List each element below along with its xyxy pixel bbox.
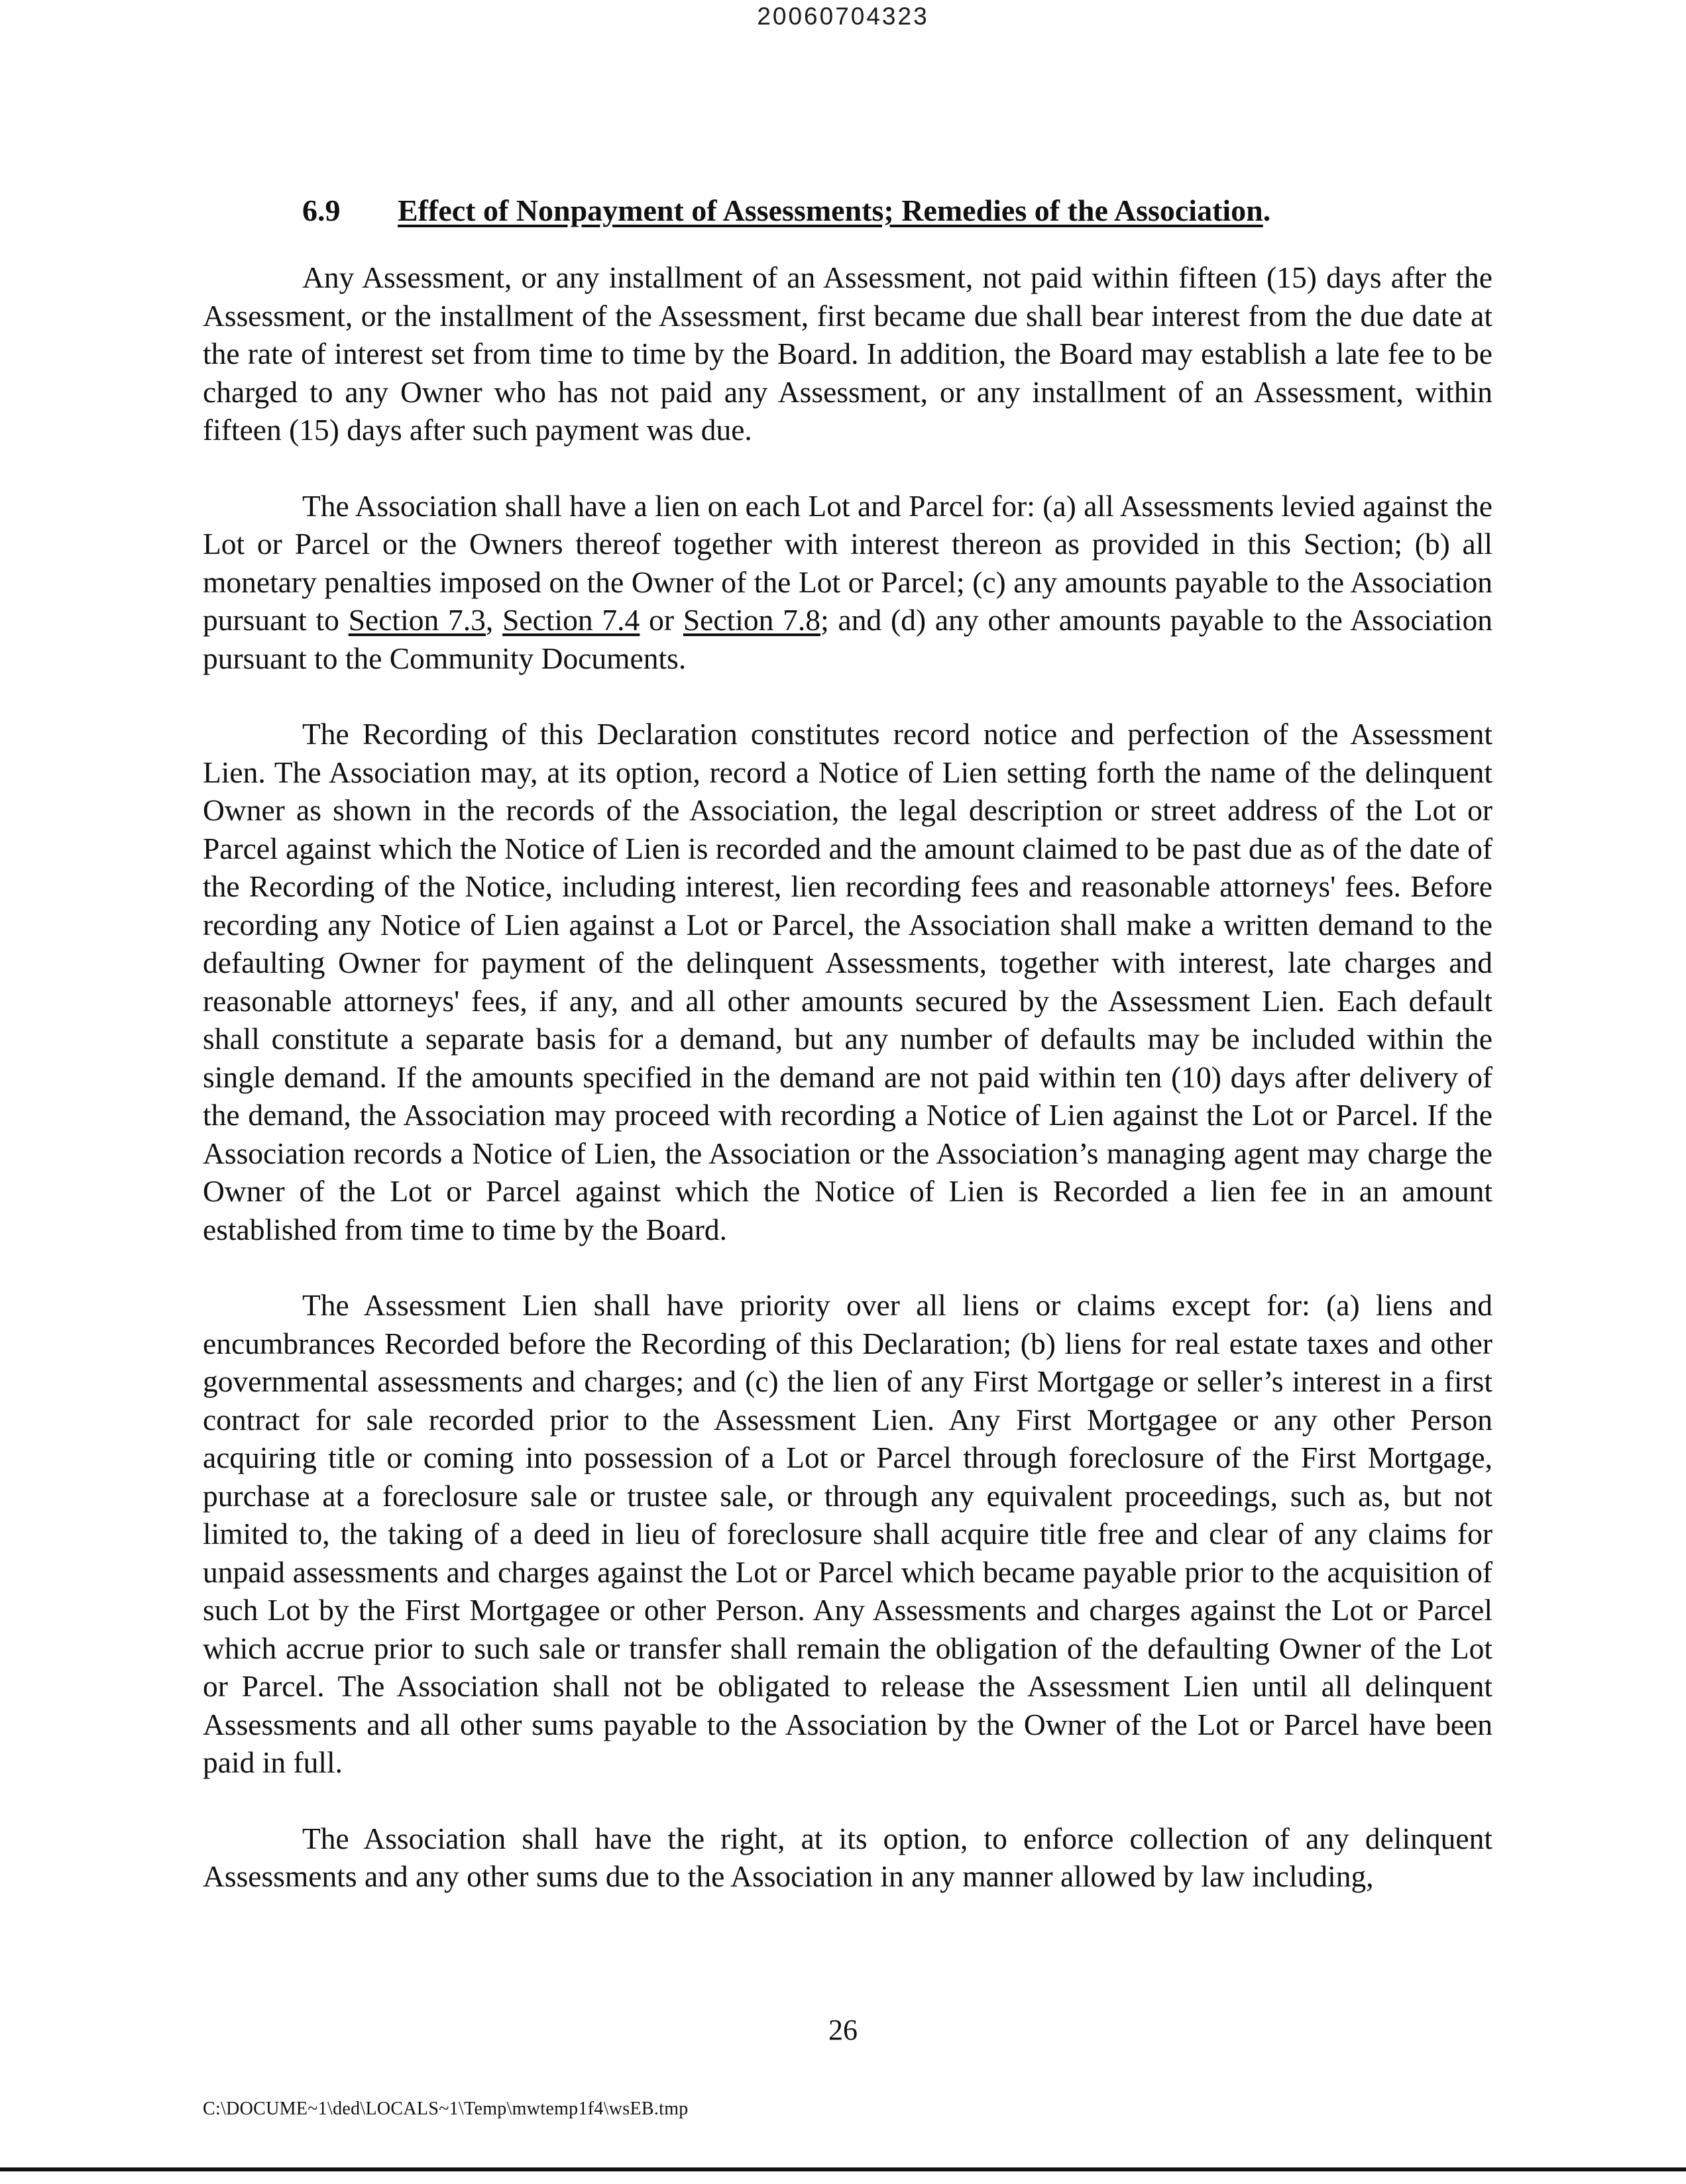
section-number: 6.9: [302, 193, 341, 227]
paragraph-notice-of-lien: The Recording of this Declaration constitutes record notice and perfection of the Assessment Lien. The Association may, at its option, record a Notice of Lien setting forth the name of the delinquent Owner as shown in the records of the Association, the legal description or street address of the Lot or Parcel against which the Notice of Lien is recorded and the amount claimed to be past due as of the date of the Recording of the Notice, including interest, lien recording fees and reasonable attorneys' fees. Before recording any Notice of Lien against a Lot or Parcel, the Association shall make a written demand to the defaulting Owner for payment of the delinquent Assessments, together with interest, late charges and reasonable attorneys' fees, if any, and all other amounts secured by the Assessment Lien. Each default shall constitute a separate basis for a demand, but any number of defaults may be included within the single demand. If the amounts specified in the demand are not paid within ten (10) days after delivery of the demand, the Association may proceed with recording a Notice of Lien against the Lot or Parcel. If the Association records a Notice of Lien, the Association or the Association’s managing agent may charge the Owner of the Lot or Parcel against which the Notice of Lien is Recorded a lien fee in an amount established from time to time by the Board.: [203, 717, 1492, 1246]
lien-scope-text-end: ; and (d) any other amounts payable to the Association pursuant to the Community Documents.: [203, 603, 1493, 675]
section-7-4-reference: Section 7.4: [502, 603, 640, 637]
paragraph-late-interest: Any Assessment, or any installment of an Assessment, not paid within fifteen (15) days after the Assessment, or the installment of the Assessment, first became due shall bear interest from the due date at the rate of interest set from time to time by the Board. In addition, the Board may establish a late fee to be charged to any Owner who has not paid any Assessment, or any installment of an Assessment, within fifteen (15) days after such payment was due.: [203, 260, 1492, 447]
section-heading: [203, 192, 1492, 229]
bottom-border-rule: [0, 2167, 1686, 2171]
reference-separator: ,: [485, 603, 503, 637]
recording-number-stamp: 20060704323: [757, 3, 929, 30]
reference-separator: or: [640, 603, 683, 637]
section-7-3-reference: Section 7.3: [348, 603, 486, 637]
paragraph-enforcement: The Association shall have the right, at its option, to enforce collection of any delinquent Assessments and any other sums due to the Association in any manner allowed by law including,: [203, 1821, 1492, 1893]
paragraph-lien-scope: [203, 487, 1492, 678]
section-title-period: .: [1263, 193, 1271, 227]
section-7-8-reference: Section 7.8: [683, 603, 821, 637]
lien-scope-text: The Association shall have a lien on each Lot and Parcel for: (a) all Assessments levied against the Lot or Parcel or the Owners thereof together with interest thereon as provided in this Section; (b) all monetary penalties imposed on the Owner of the Lot or Parcel; (c) any amounts payable to the Association pursuant to: [203, 488, 1492, 637]
file-path-footer: C:\DOCUME~1\ded\LOCALS~1\Temp\mwtemp1f4\wsEB.tmp: [203, 2099, 689, 2119]
section-title: Effect of Nonpayment of Assessments; Remedies of the Association: [398, 193, 1263, 227]
document-body: [203, 192, 1492, 1934]
page-number: 26: [828, 2014, 858, 2046]
paragraph-lien-priority: The Assessment Lien shall have priority over all liens or claims except for: (a) liens and encumbrances Recorded before the Recording of this Declaration; (b) liens for real estate taxes and other governmental assessments and charges; and (c) the lien of any First Mortgage or seller’s interest in a first contract for sale recorded prior to the Assessment Lien. Any First Mortgagee or any other Person acquiring title or coming into possession of a Lot or Parcel through foreclosure of the First Mortgage, purchase at a foreclosure sale or trustee sale, or through any equivalent proceedings, such as, but not limited to, the taking of a deed in lieu of foreclosure shall acquire title free and clear of any claims for unpaid assessments and charges against the Lot or Parcel which became payable prior to the acquisition of such Lot by the First Mortgagee or other Person. Any Assessments and charges against the Lot or Parcel which accrue prior to such sale or transfer shall remain the obligation of the defaulting Owner of the Lot or Parcel. The Association shall not be obligated to release the Assessment Lien until all delinquent Assessments and all other sums payable to the Association by the Owner of the Lot or Parcel have been paid in full.: [203, 1288, 1492, 1779]
